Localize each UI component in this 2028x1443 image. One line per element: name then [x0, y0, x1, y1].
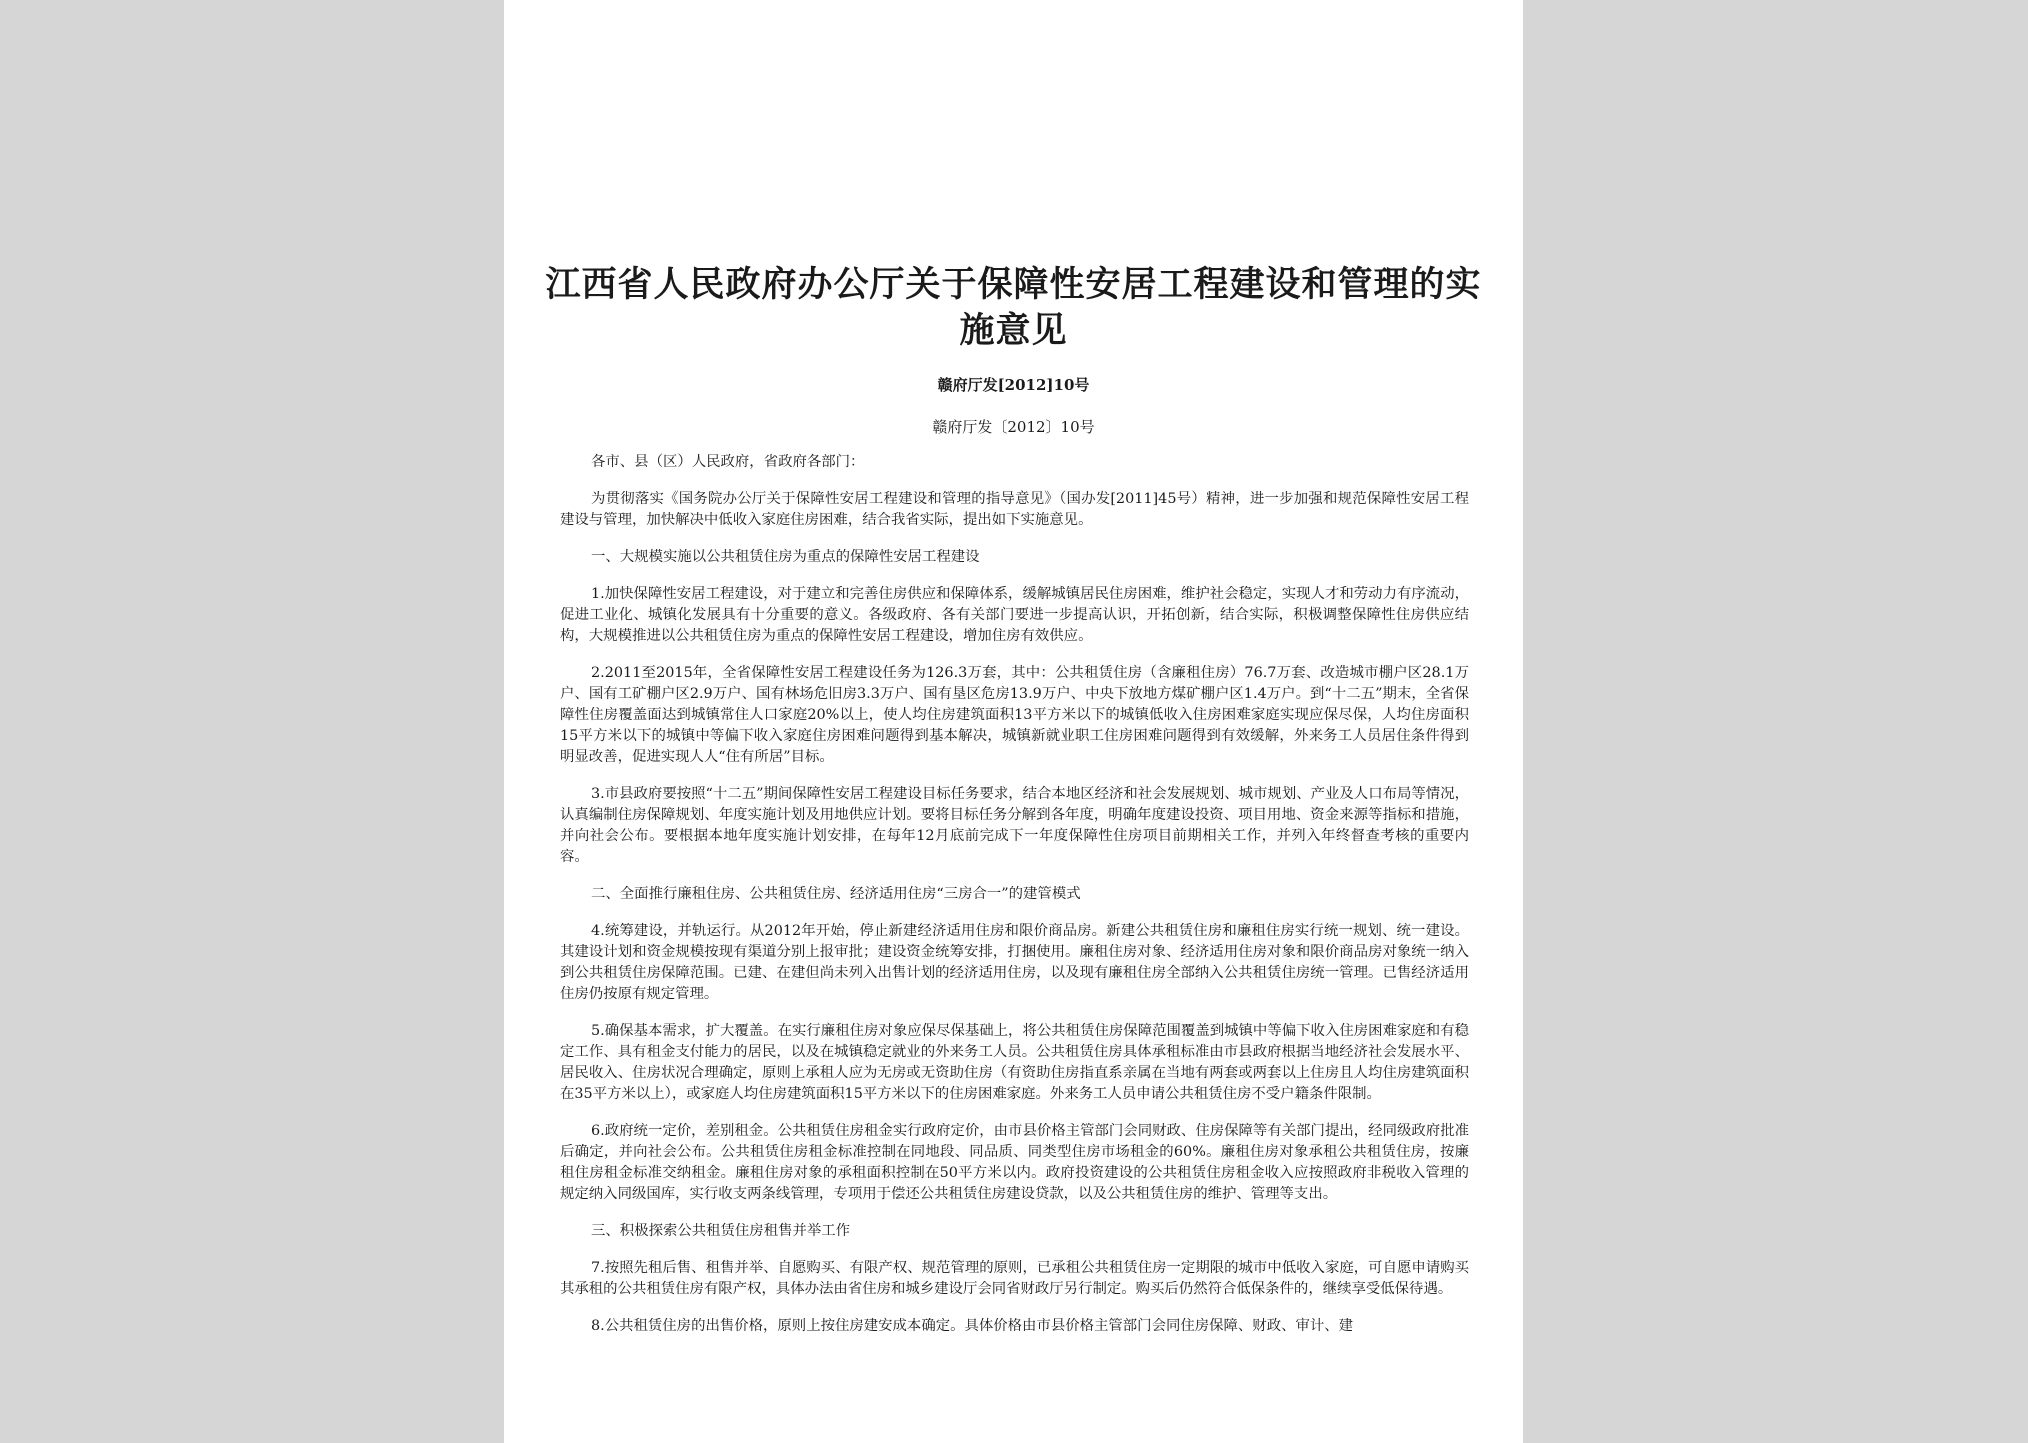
- paragraph-3: 3.市县政府要按照“十二五”期间保障性安居工程建设目标任务要求，结合本地区经济和社会发展规划、城市规划、产业及人口布局等情况，认真编制住房保障规划、年度实施计划及用地供应计划。要将目标任务分解到各年度，明确年度建设投资、项目用地、资金来源等指标和措施，并向社会公布。要根据本地年度实施计划安排，在每年12月底前完成下一年度保障性住房项目前期相关工作，并列入年终督查考核的重要内容。: [560, 786, 1469, 865]
- document-title: 江西省人民政府办公厅关于保障性安居工程建设和管理的实施意见: [545, 264, 1482, 351]
- intro-paragraph: 为贯彻落实《国务院办公厅关于保障性安居工程建设和管理的指导意见》（国办发[2011]45号）精神，进一步加强和规范保障性安居工程建设与管理，加快解决中低收入家庭住房困难，结合我省实际，提出如下实施意见。: [560, 491, 1469, 528]
- paragraph-5: 5.确保基本需求，扩大覆盖。在实行廉租住房对象应保尽保基础上，将公共租赁住房保障范围覆盖到城镇中等偏下收入住房困难家庭和有稳定工作、具有租金支付能力的居民，以及在城镇稳定就业的外来务工人员。公共租赁住房具体承租标准由市县政府根据当地经济社会发展水平、居民收入、住房状况合理确定，原则上承租人应为无房或无资助住房（有资助住房指直系亲属在当地有两套或两套以上住房且人均住房建筑面积在35平方米以上），或家庭人均住房建筑面积15平方米以下的住房困难家庭。外来务工人员申请公共租赁住房不受户籍条件限制。: [560, 1023, 1469, 1102]
- section-heading-2: 二、全面推行廉租住房、公共租赁住房、经济适用住房“三房合一”的建管模式: [591, 886, 1081, 902]
- section-heading-1: 一、大规模实施以公共租赁住房为重点的保障性安居工程建设: [591, 549, 980, 565]
- document-page: [504, 0, 1523, 1443]
- section-heading-3: 三、积极探索公共租赁住房租售并举工作: [591, 1223, 851, 1239]
- paragraph-8: 8.公共租赁住房的出售价格，原则上按住房建安成本确定。具体价格由市县价格主管部门会同住房保障、财政、审计、建: [591, 1318, 1354, 1334]
- document-number: 赣府厅发〔2012〕10号: [932, 418, 1095, 436]
- paragraph-4: 4.统筹建设，并轨运行。从2012年开始，停止新建经济适用住房和限价商品房。新建公共租赁住房和廉租住房实行统一规划、统一建设。其建设计划和资金规模按现有渠道分别上报审批；建设资金统筹安排，打捆使用。廉租住房对象、经济适用住房对象和限价商品房对象统一纳入到公共租赁住房保障范围。已建、在建但尚未列入出售计划的经济适用住房，以及现有廉租住房全部纳入公共租赁住房统一管理。已售经济适用住房仍按原有规定管理。: [560, 923, 1469, 1002]
- document-body: [560, 452, 1469, 1353]
- salutation: 各市、县（区）人民政府，省政府各部门：: [591, 454, 865, 470]
- document-number-heading: 赣府厅发[2012]10号: [937, 376, 1090, 394]
- paragraph-1: 1.加快保障性安居工程建设，对于建立和完善住房供应和保障体系，缓解城镇居民住房困难，维护社会稳定，实现人才和劳动力有序流动，促进工业化、城镇化发展具有十分重要的意义。各级政府、各有关部门要进一步提高认识，开拓创新，结合实际，积极调整保障性住房供应结构，大规模推进以公共租赁住房为重点的保障性安居工程建设，增加住房有效供应。: [560, 586, 1469, 644]
- paragraph-7: 7.按照先租后售、租售并举、自愿购买、有限产权、规范管理的原则，已承租公共租赁住房一定期限的城市中低收入家庭，可自愿申请购买其承租的公共租赁住房有限产权，具体办法由省住房和城乡建设厅会同省财政厅另行制定。购买后仍然符合低保条件的，继续享受低保待遇。: [560, 1260, 1469, 1297]
- paragraph-6: 6.政府统一定价，差别租金。公共租赁住房租金实行政府定价，由市县价格主管部门会同财政、住房保障等有关部门提出，经同级政府批准后确定，并向社会公布。公共租赁住房租金标准控制在同地段、同品质、同类型住房市场租金的60%。廉租住房对象承租公共租赁住房，按廉租住房租金标准交纳租金。廉租住房对象的承租面积控制在50平方米以内。政府投资建设的公共租赁住房租金收入应按照政府非税收入管理的规定纳入同级国库，实行收支两条线管理，专项用于偿还公共租赁住房建设贷款，以及公共租赁住房的维护、管理等支出。: [560, 1123, 1469, 1202]
- paragraph-2: 2.2011至2015年，全省保障性安居工程建设任务为126.3万套，其中：公共租赁住房（含廉租住房）76.7万套、改造城市棚户区28.1万户、国有工矿棚户区2.9万户、国有林场危旧房3.3万户、国有垦区危房13.9万户、中央下放地方煤矿棚户区1.4万户。到“十二五”期末，全省保障性住房覆盖面达到城镇常住人口家庭20%以上，使人均住房建筑面积13平方米以下的城镇低收入住房困难家庭实现应保尽保，人均住房面积15平方米以下的城镇中等偏下收入家庭住房困难问题得到基本解决，城镇新就业职工住房困难问题得到有效缓解，外来务工人员居住条件得到明显改善，促进实现人人“住有所居”目标。: [560, 665, 1469, 765]
